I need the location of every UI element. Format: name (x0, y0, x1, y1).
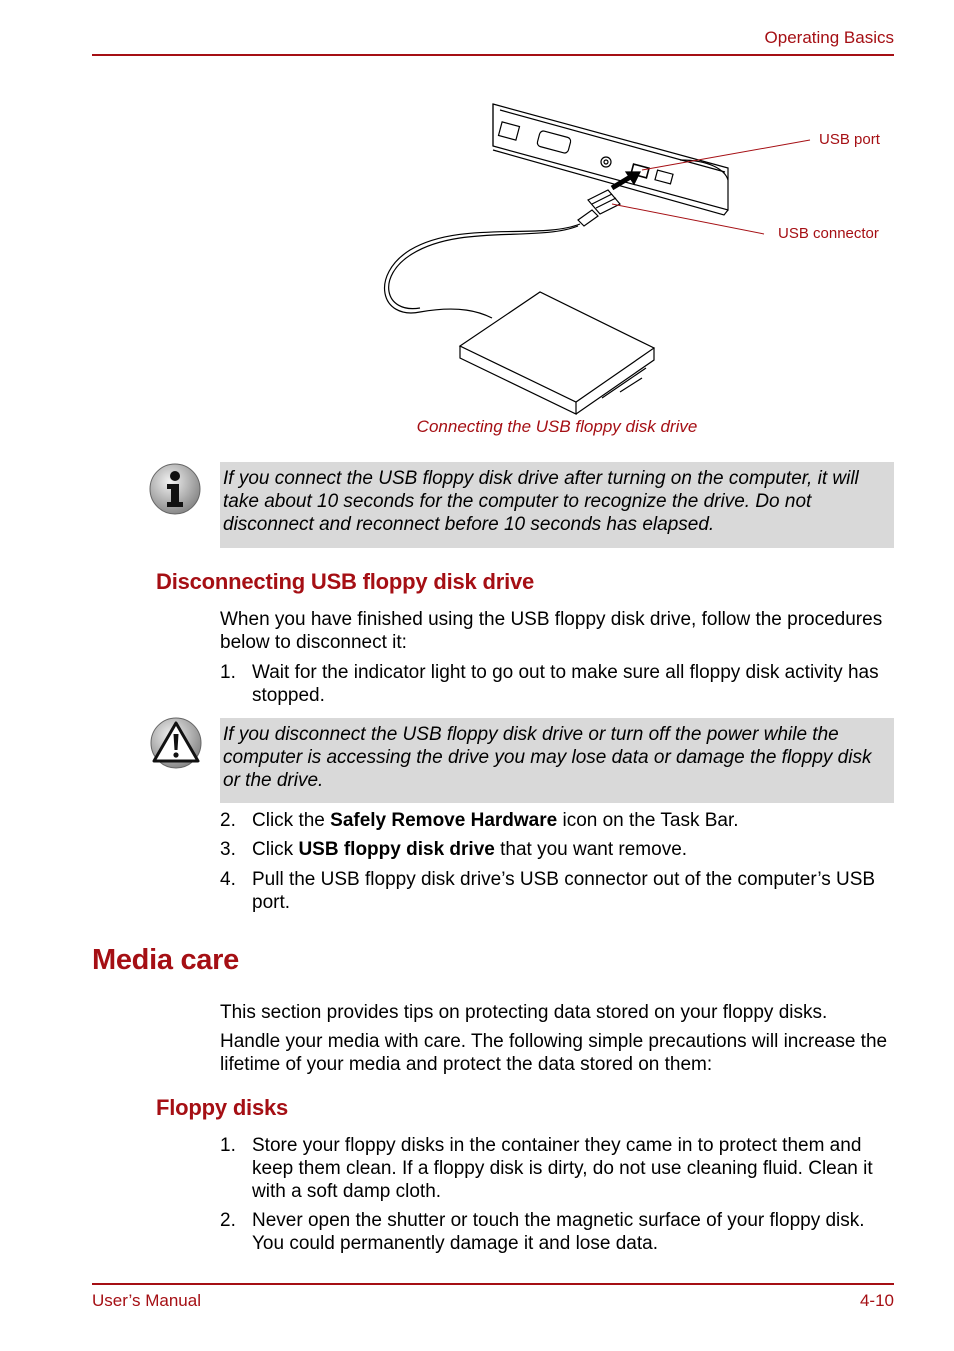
disconnect-heading: Disconnecting USB floppy disk drive (156, 569, 535, 594)
usb-connector-label: USB connector (778, 225, 879, 242)
caution-note (220, 718, 894, 803)
list-item (220, 868, 894, 914)
list-item (220, 838, 894, 861)
list-item (220, 661, 894, 707)
media-para-2: Handle your media with care. The following simple precautions will increase the lifetime of your media and protect the data stored on them: (220, 1031, 888, 1075)
list-text (252, 838, 894, 861)
media-care-heading: Media care (92, 944, 239, 976)
footer-rule (92, 1283, 894, 1285)
list-number: 3. (220, 839, 236, 860)
footer-left: User’s Manual (92, 1291, 201, 1310)
list-text: Pull the USB floppy disk drive’s USB connector out of the computer’s USB port. (252, 869, 876, 913)
disconnect-intro: When you have finished using the USB floppy disk drive, follow the procedures below to disconnect it: (220, 609, 883, 653)
bold-run: USB floppy disk drive (298, 839, 495, 860)
list-item (220, 1209, 894, 1255)
usb-port-label: USB port (819, 131, 880, 148)
text-run: icon on the Task Bar. (557, 810, 739, 831)
bold-run: Safely Remove Hardware (330, 810, 558, 831)
list-text: Wait for the indicator light to go out to make sure all floppy disk activity has stopped. (252, 662, 879, 706)
media-para-1: This section provides tips on protecting data stored on your floppy disks. (220, 1002, 828, 1023)
list-number: 1. (220, 1135, 236, 1156)
list-number: 1. (220, 662, 236, 683)
text-run: that you want remove. (494, 839, 688, 860)
list-number: 4. (220, 869, 236, 890)
caution-note-text: If you disconnect the USB floppy disk drive or turn off the power while the computer is accessing the drive you may lose data or damage the floppy disk or the drive. (223, 724, 872, 791)
header-rule (92, 54, 894, 56)
footer-page-number: 4-10 (859, 1291, 894, 1310)
info-note (220, 462, 894, 548)
warning-icon (149, 716, 203, 770)
list-number: 2. (220, 810, 236, 831)
list-text (252, 809, 894, 832)
list-number: 2. (220, 1210, 236, 1231)
running-header: Operating Basics (764, 28, 894, 47)
list-item (220, 1134, 894, 1203)
figure-caption: Connecting the USB floppy disk drive (416, 417, 698, 436)
list-item (220, 809, 894, 832)
info-note-text: If you connect the USB floppy disk drive after turning on the computer, it will take about 10 seconds for the computer to recognize the drive. Do not disconnect and reconnect before 10 seconds has elapsed. (223, 468, 859, 535)
floppy-disks-heading: Floppy disks (156, 1095, 289, 1120)
info-icon (148, 462, 202, 516)
text-run: Click the (252, 810, 331, 831)
text-run: Click (252, 839, 299, 860)
list-text: Never open the shutter or touch the magnetic surface of your floppy disk. You could permanently damage it and lose data. (252, 1210, 865, 1254)
list-text: Store your floppy disks in the container they came in to protect them and keep them clean. If a floppy disk is dirty, do not use cleaning fluid. Clean it with a soft damp cloth. (252, 1135, 873, 1202)
